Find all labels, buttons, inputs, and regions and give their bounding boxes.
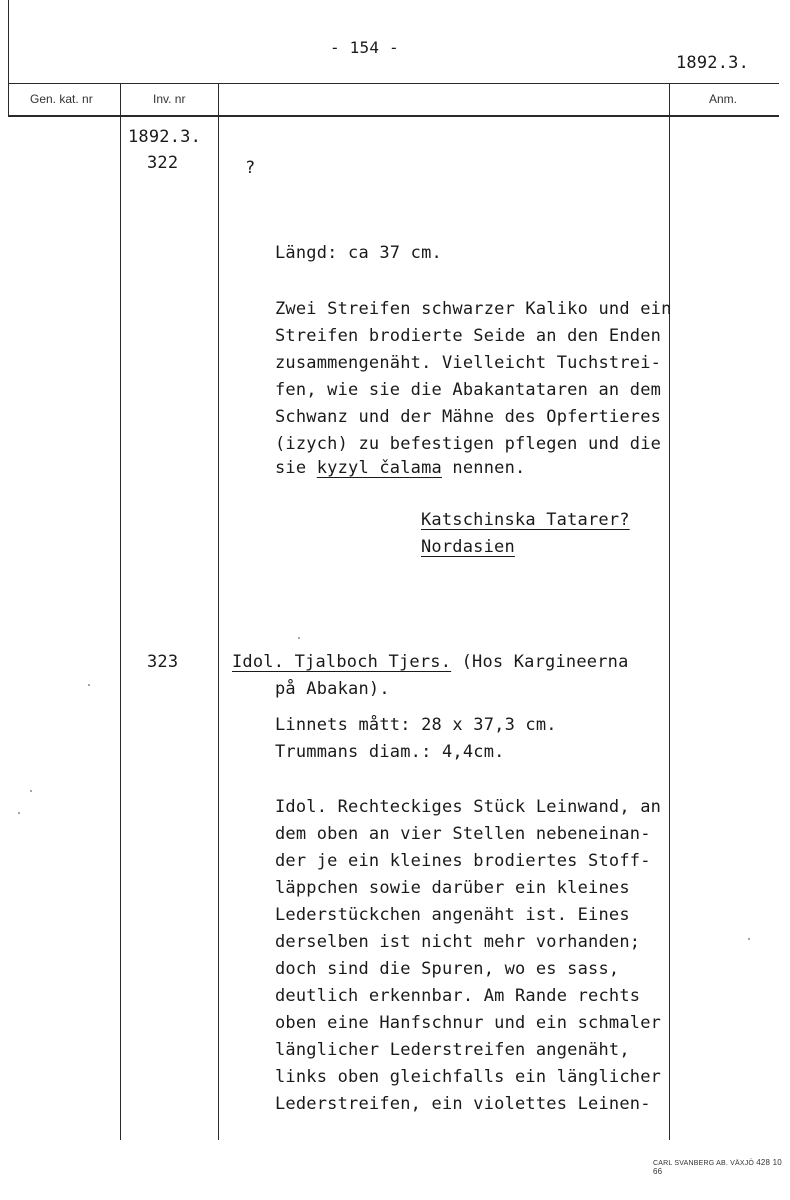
column-divider-gen-inv [120,83,121,1140]
entry-322-description-last-line [275,458,525,478]
entry-323-measure-linen: Linnets mått: 28 x 37,3 cm. [275,715,557,735]
entry-323-title-main: Idol. Tjalboch Tjers. [232,652,452,672]
entry-323-description: Idol. Rechteckiges Stück Leinwand, an dem oben an vier Stellen nebeneinan- der je ein kleines brodiertes Stoff- läppchen sowie darüber ein kleines Lederstückchen angenäht ist. Eines derselben ist nicht mehr vorhanden; doch sind die Spuren, wo es sass, deutlich erkennbar. Am Rande rechts oben eine Hanfschnur und ein schmaler länglicher Lederstreifen angenäht, links oben gleichfalls ein länglicher Lederstreifen, ein violettes Leinen- [275,797,662,1114]
entry-323-title-rest: (Hos Kargineerna [451,652,629,672]
scan-speck [30,790,32,792]
page-number: - 154 - [330,38,399,57]
column-divider-text-anm [669,83,670,1140]
entry-323-title [232,652,629,672]
header-bottom-rule [8,115,779,117]
printer-imprint [653,1158,790,1176]
native-term: kyzyl čalama [316,458,442,478]
column-header-inv-nr: Inv. nr [153,92,186,106]
entry-323-inv-nr: 323 [147,652,179,672]
scan-speck [18,812,20,814]
entry-322-inv-nr: 322 [147,153,179,173]
entry-322-description: Zwei Streifen schwarzer Kaliko und ein Streifen brodierte Seide an den Enden zusammengenäht. Vielleicht Tuchstrei- fen, wie sie die Abakantataren an dem Schwanz und der Mähne des Opfertieres (izych) zu befestigen pflegen und die [275,299,672,454]
entry-322-measure: Längd: ca 37 cm. [275,243,442,263]
column-header-anm: Anm. [709,92,738,106]
column-header-gen-kat-nr: Gen. kat. nr [30,92,93,106]
last-line-suffix: nennen. [441,458,526,478]
entry-322-title: ? [245,158,256,178]
entry-323-measure-drum: Trummans diam.: 4,4cm. [275,742,505,762]
form-code: 428 10 66 [653,1158,782,1176]
last-line-prefix: sie [275,458,317,478]
scan-speck [748,938,750,940]
entry-322-origin-people: Katschinska Tatarer? [421,510,630,530]
entry-322-origin-region: Nordasien [421,537,515,557]
scan-speck [88,684,90,686]
scan-speck [298,637,300,639]
accession-top-right: 1892.3. [676,53,750,73]
left-border [8,0,9,117]
printer-name: CARL SVANBERG AB. VÄXJÖ [653,1160,755,1167]
column-divider-inv-text [218,83,219,1140]
entry-322-accession: 1892.3. [128,127,202,147]
header-top-rule [8,83,779,84]
entry-323-title-line2: på Abakan). [275,679,390,699]
